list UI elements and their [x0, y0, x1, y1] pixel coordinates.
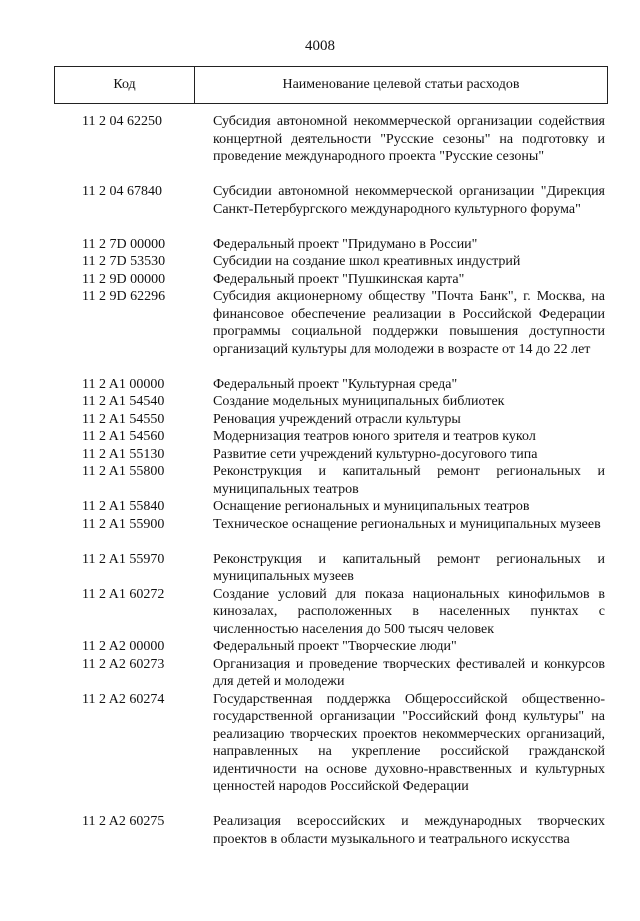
header-code: Код [55, 67, 195, 103]
row-name: Субсидии автономной некоммерческой организации "Дирекция Санкт-Петербургского международного культурного форума" [213, 184, 605, 217]
row-name: Субсидия акционерному обществу "Почта Банк", г. Москва, на финансовое обеспечение реализации в Российской Федерации программы социальной поддержки повышения доступности организаций культуры для молодежи в возрасте от 14 до 22 лет [213, 289, 605, 357]
table-row [0, 586, 640, 639]
row-name: Создание условий для показа национальных кинофильмов в кинозалах, расположенных в населенных пунктах с численностью населения до 500 тысяч человек [213, 586, 605, 637]
header-name: Наименование целевой статьи расходов [282, 77, 520, 92]
row-name: Модернизация театров юного зрителя и театров кукол [213, 429, 536, 444]
row-code: 11 2 A1 54550 [82, 411, 165, 427]
table-row [0, 393, 640, 411]
row-name: Создание модельных муниципальных библиотек [213, 394, 505, 409]
table-header [54, 66, 608, 104]
row-name: Субсидии на создание школ креативных индустрий [213, 254, 521, 269]
table-row [0, 498, 640, 516]
row-name: Реновация учреждений отрасли культуры [213, 411, 461, 427]
table-row [0, 516, 640, 551]
row-code: 11 2 A1 54560 [82, 429, 165, 444]
row-code: 11 2 04 67840 [82, 184, 162, 199]
table-row [0, 271, 640, 289]
table-row [0, 446, 640, 464]
table-row [0, 411, 640, 429]
table-body [0, 113, 640, 848]
row-code: 11 2 A2 60275 [82, 814, 165, 829]
table-row [0, 253, 640, 271]
table-row [0, 236, 640, 254]
table-row [0, 288, 640, 376]
row-code: 11 2 A1 55840 [82, 499, 165, 514]
row-code: 11 2 A1 55900 [82, 516, 165, 532]
row-code: 11 2 A1 55130 [82, 446, 165, 462]
table-row [0, 551, 640, 586]
row-code: 11 2 9D 62296 [82, 289, 166, 304]
row-code: 11 2 7D 00000 [82, 236, 166, 252]
row-name: Субсидия автономной некоммерческой организации содействия концертной деятельности "Русские сезоны" на подготовку и проведение международного проекта "Русские сезоны" [213, 114, 605, 164]
row-name: Федеральный проект "Пушкинская карта" [213, 271, 465, 287]
row-code: 11 2 A1 00000 [82, 376, 165, 392]
row-code: 11 2 7D 53530 [82, 254, 166, 269]
row-code: 11 2 9D 00000 [82, 271, 166, 287]
row-code: 11 2 A2 60274 [82, 691, 165, 707]
row-name: Государственная поддержка Общероссийской общественно-государственной организации "Российский фонд культуры" на реализацию творческих проектов некоммерческих организаций, направленных на укрепление российской гражданской идентичности на основе духовно-нравственных и культурных ценностей народов Российской Федерации [213, 691, 605, 794]
row-code: 11 2 A2 00000 [82, 639, 165, 654]
row-name: Оснащение региональных и муниципальных театров [213, 499, 530, 514]
table-row [0, 428, 640, 446]
table-row [0, 638, 640, 656]
row-name: Техническое оснащение региональных и муниципальных музеев [213, 516, 601, 532]
row-name: Федеральный проект "Творческие люди" [213, 639, 457, 654]
row-code: 11 2 A2 60273 [82, 656, 165, 672]
table-row [0, 656, 640, 691]
row-name: Реализация всероссийских и международных творческих проектов в области музыкального и театрального искусства [213, 814, 605, 847]
table-row [0, 691, 640, 814]
row-code: 11 2 A1 55970 [82, 551, 165, 567]
row-code: 11 2 04 62250 [82, 114, 162, 129]
row-name: Организация и проведение творческих фестивалей и конкурсов для детей и молодежи [213, 656, 605, 689]
row-name: Развитие сети учреждений культурно-досугового типа [213, 446, 538, 462]
row-code: 11 2 A1 60272 [82, 586, 165, 602]
row-code: 11 2 A1 55800 [82, 464, 165, 479]
page-number: 4008 [305, 38, 335, 54]
row-name: Реконструкция и капитальный ремонт региональных и муниципальных музеев [213, 551, 605, 584]
table-row [0, 376, 640, 394]
row-name: Реконструкция и капитальный ремонт региональных и муниципальных театров [213, 464, 605, 497]
table-row [0, 813, 640, 848]
row-name: Федеральный проект "Придумано в России" [213, 236, 478, 252]
table-row [0, 183, 640, 236]
table-row [0, 113, 640, 183]
table-row [0, 463, 640, 498]
row-name: Федеральный проект "Культурная среда" [213, 376, 458, 392]
row-code: 11 2 A1 54540 [82, 394, 165, 409]
